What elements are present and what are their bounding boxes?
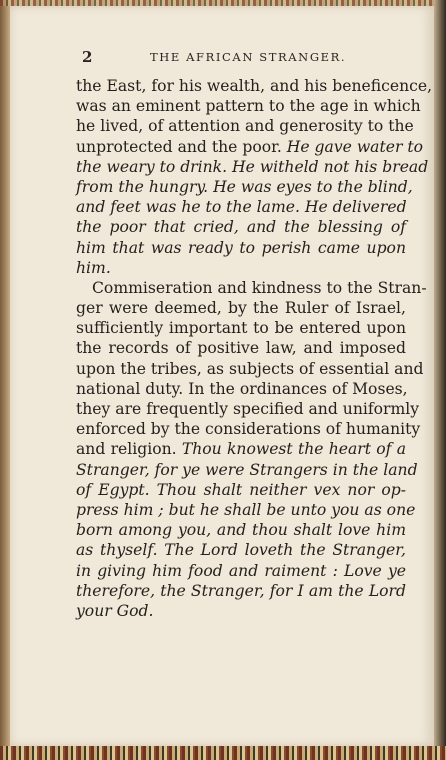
italic-text-span: press him ; but he shall be unto you as one [76, 500, 416, 519]
text-span: they are frequently specified and uniformly [76, 400, 420, 418]
text-line [76, 601, 406, 621]
italic-text-span: He gave water to [286, 137, 424, 156]
text-line [76, 581, 406, 601]
text-span: unprotected and the poor. [76, 137, 287, 156]
text-line [76, 76, 433, 96]
text-span: sufficiently important to be entered upon [76, 319, 406, 338]
text-line [76, 177, 413, 197]
italic-text-span: him that was ready to perish came upon [76, 238, 406, 257]
italic-text-span: your God. [76, 601, 154, 620]
text-line [76, 298, 406, 318]
italic-text-span: the weary to drink. He witheld not his bread [76, 157, 429, 176]
text-line [76, 197, 406, 217]
text-line [76, 238, 406, 258]
book-fore-edge [434, 0, 446, 760]
italic-text-span: Thou knowest the heart of a [181, 440, 406, 459]
bottom-cover-edge [0, 746, 446, 760]
text-line [76, 520, 406, 540]
italic-text-span: the poor that cried, and the blessing of [76, 218, 406, 237]
text-line [76, 419, 421, 439]
italic-text-span: as thyself. The Lord loveth the Stranger, [76, 541, 406, 560]
text-line [76, 278, 427, 298]
italic-text-span: born among you, and thou shalt love him [76, 521, 406, 540]
text-span: the records of positive law, and imposed [76, 339, 406, 358]
italic-text-span: therefore, the Stranger, for I am the Lord [76, 581, 406, 600]
text-span: upon the tribes, as subjects of essential and [76, 359, 424, 378]
text-line [76, 500, 416, 520]
text-line [76, 96, 421, 116]
text-line [76, 460, 418, 480]
text-span: the East, for his wealth, and his beneficence, [76, 77, 433, 95]
text-line [76, 359, 424, 379]
text-line [76, 399, 420, 419]
text-span: national duty. In the ordinances of Moses, [76, 379, 408, 398]
text-line [76, 318, 406, 338]
text-line [76, 116, 414, 136]
text-line [76, 217, 406, 237]
italic-text-span: him. [76, 258, 111, 277]
text-line [76, 137, 424, 157]
book-gutter-edge [0, 0, 10, 760]
text-span: he lived, of attention and generosity to the [76, 117, 414, 136]
text-span: Commiseration and kindness to the Stran- [92, 278, 427, 297]
text-line [76, 338, 406, 358]
text-line [76, 540, 406, 560]
text-span: was an eminent pattern to the age in which [76, 97, 421, 116]
text-line [76, 157, 429, 177]
text-line [76, 561, 406, 581]
text-span: and religion. [76, 440, 182, 459]
italic-text-span: from the hungry. He was eyes to the blind, [76, 177, 413, 196]
body-text [76, 76, 433, 621]
italic-text-span: Stranger, for ye were Strangers in the land [76, 460, 418, 479]
italic-text-span: in giving him food and raiment : Love ye [76, 561, 406, 580]
text-span: ger were deemed, by the Ruler of Israel, [76, 299, 406, 318]
text-line [76, 379, 406, 399]
page-header [82, 48, 402, 66]
italic-text-span: and feet was he to the lame. He delivered [76, 198, 407, 217]
text-span: enforced by the considerations of humanity [76, 420, 421, 439]
italic-text-span: of Egypt. Thou shalt neither vex nor op- [76, 480, 406, 499]
text-line [76, 439, 406, 459]
text-line [76, 258, 406, 278]
running-head: THE AFRICAN STRANGER. [150, 50, 347, 64]
page-number: 2 [82, 48, 93, 66]
text-line [76, 480, 406, 500]
